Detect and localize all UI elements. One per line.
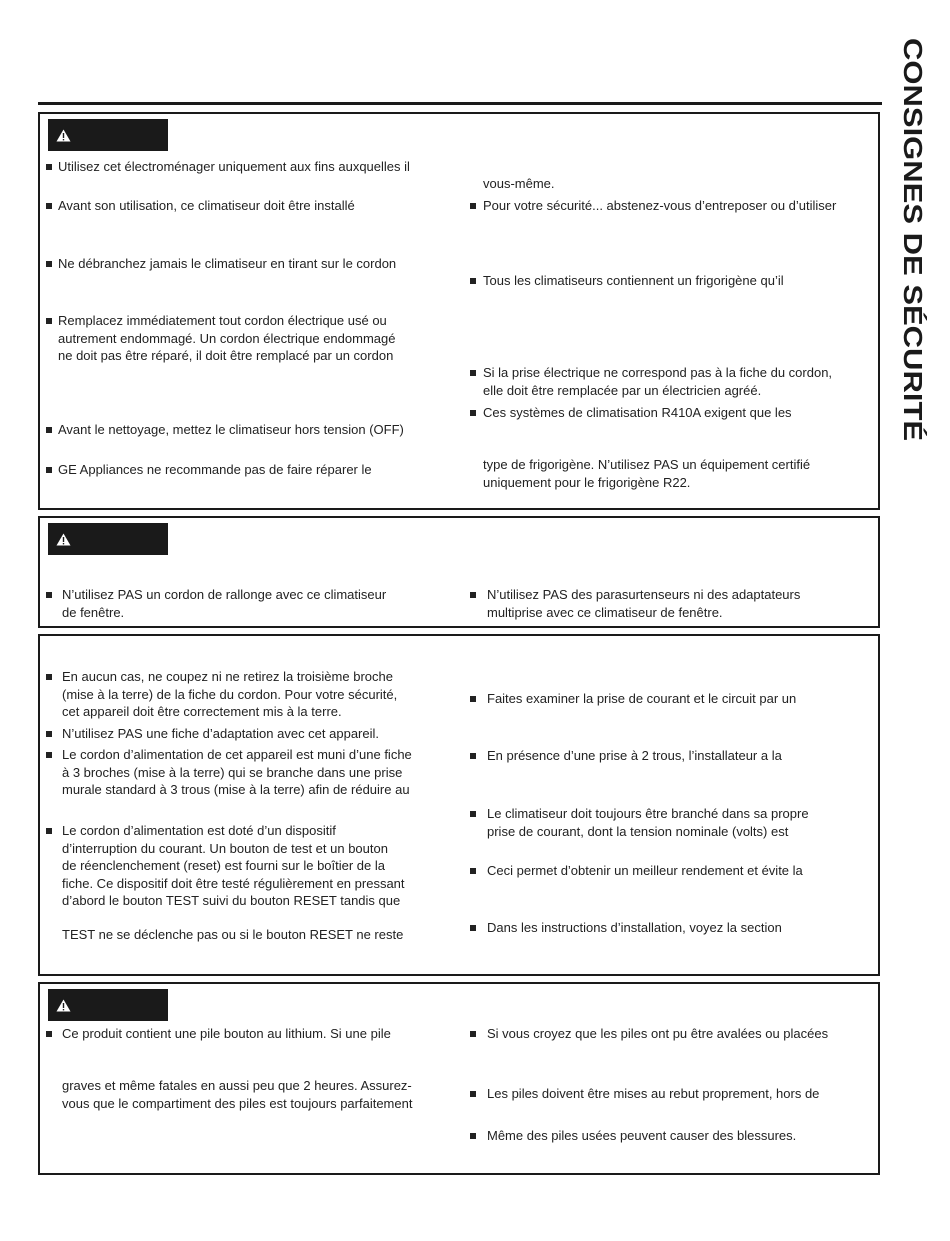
- list-item: Utilisez cet électroménager uniquement aux fins auxquelles il: [58, 159, 410, 174]
- top-rule: [38, 102, 882, 105]
- bullet-icon: [46, 203, 52, 209]
- bullet-icon: [470, 868, 476, 874]
- bullet-icon: [46, 164, 52, 170]
- continued-text: vous-même.: [483, 176, 555, 191]
- list-item-line: cet appareil doit être correctement mis à la terre.: [62, 704, 342, 719]
- list-item-line: murale standard à 3 trous (mise à la terre) afin de réduire au: [62, 782, 410, 797]
- list-item: Même des piles usées peuvent causer des blessures.: [487, 1128, 797, 1143]
- list-item: Ces systèmes de climatisation R410A exigent que les: [483, 405, 792, 420]
- bullet-icon: [46, 592, 52, 598]
- bullet-icon: [470, 203, 476, 209]
- bullet-icon: [470, 410, 476, 416]
- continued-text: uniquement pour le frigorigène R22.: [483, 474, 691, 490]
- warning-label: [48, 523, 168, 555]
- list-item-line: fiche. Ce dispositif doit être testé régulièrement en pressant: [62, 875, 405, 891]
- list-item: Remplacez immédiatement tout cordon électrique usé ou: [58, 313, 387, 328]
- bullet-icon: [46, 318, 52, 324]
- warning-box-extension-cord: [38, 516, 880, 628]
- list-item: En présence d’une prise à 2 trous, l’installateur a la: [487, 748, 782, 763]
- list-item-line: autrement endommagé. Un cordon électrique endommagé: [58, 330, 396, 346]
- list-item: Ne débranchez jamais le climatiseur en tirant sur le cordon: [58, 256, 397, 271]
- warning-box-battery: [38, 982, 880, 1175]
- bullet-icon: [470, 925, 476, 931]
- list-item-line: ne doit pas être réparé, il doit être remplacé par un cordon: [58, 348, 394, 363]
- bullet-icon: [470, 1031, 476, 1037]
- bullet-icon: [46, 467, 52, 473]
- bullet-icon: [470, 1133, 476, 1139]
- list-item: N’utilisez PAS des parasurtenseurs ni des adaptateurs: [487, 587, 801, 602]
- warning-triangle-icon: [56, 999, 71, 1012]
- list-item: GE Appliances ne recommande pas de faire réparer le: [58, 462, 372, 477]
- warning-box-general: [38, 112, 880, 510]
- list-item: N’utilisez PAS une fiche d’adaptation avec cet appareil.: [62, 726, 380, 741]
- bullet-icon: [46, 674, 52, 680]
- list-item-line: prise de courant, dont la tension nominale (volts) est: [487, 823, 789, 839]
- list-item: Faites examiner la prise de courant et le circuit par un: [487, 691, 797, 706]
- warning-label: [48, 119, 168, 151]
- list-item: Dans les instructions d’installation, voyez la section: [487, 920, 782, 935]
- list-item-line: de fenêtre.: [62, 604, 125, 620]
- list-item: En aucun cas, ne coupez ni ne retirez la troisième broche: [62, 669, 393, 684]
- list-item-line: elle doit être remplacée par un électricien agréé.: [483, 382, 762, 398]
- bullet-icon: [46, 731, 52, 737]
- bullet-icon: [46, 828, 52, 834]
- list-item-line: (mise à la terre) de la fiche du cordon. Pour votre sécurité,: [62, 686, 398, 702]
- bullet-icon: [46, 752, 52, 758]
- bullet-icon: [470, 1091, 476, 1097]
- electrical-box: [38, 634, 880, 976]
- continued-text: graves et même fatales en aussi peu que 2 heures. Assurez-: [62, 1078, 412, 1093]
- continued-text: vous que le compartiment des piles est toujours parfaitement: [62, 1095, 413, 1111]
- list-item: Avant son utilisation, ce climatiseur doit être installé: [58, 198, 355, 213]
- list-item: Si vous croyez que les piles ont pu être avalées ou placées: [487, 1026, 829, 1041]
- list-item: Les piles doivent être mises au rebut proprement, hors de: [487, 1086, 820, 1101]
- list-item: Ceci permet d’obtenir un meilleur rendement et évite la: [487, 863, 803, 878]
- list-item: N’utilisez PAS un cordon de rallonge avec ce climatiseur: [62, 587, 387, 602]
- list-item: Pour votre sécurité... abstenez-vous d’entreposer ou d’utiliser: [483, 198, 837, 213]
- list-item: Tous les climatiseurs contiennent un frigorigène qu’il: [483, 273, 784, 288]
- bullet-icon: [470, 278, 476, 284]
- list-item-line: d’abord le bouton TEST suivi du bouton RESET tandis que: [62, 893, 401, 908]
- bullet-icon: [46, 261, 52, 267]
- bullet-icon: [46, 1031, 52, 1037]
- warning-label: [48, 989, 168, 1021]
- bullet-icon: [470, 811, 476, 817]
- side-title: CONSIGNES DE SÉCURITÉ: [898, 38, 928, 442]
- bullet-icon: [470, 696, 476, 702]
- bullet-icon: [470, 592, 476, 598]
- bullet-icon: [470, 753, 476, 759]
- list-item: Si la prise électrique ne correspond pas à la fiche du cordon,: [483, 365, 833, 380]
- warning-triangle-icon: [56, 129, 71, 142]
- list-item-line: multiprise avec ce climatiseur de fenêtre.: [487, 604, 723, 620]
- bullet-icon: [470, 370, 476, 376]
- list-item-line: d’interruption du courant. Un bouton de test et un bouton: [62, 840, 388, 856]
- list-item: Le cordon d’alimentation de cet appareil est muni d’une fiche: [62, 747, 412, 762]
- list-item: Avant le nettoyage, mettez le climatiseur hors tension (OFF): [58, 422, 404, 437]
- list-item: Le climatiseur doit toujours être branché dans sa propre: [487, 806, 809, 821]
- continued-text: type de frigorigène. N’utilisez PAS un équipement certifié: [483, 457, 811, 472]
- continued-text: TEST ne se déclenche pas ou si le bouton RESET ne reste: [62, 927, 404, 942]
- list-item-line: à 3 broches (mise à la terre) qui se branche dans une prise: [62, 764, 403, 780]
- bullet-icon: [46, 427, 52, 433]
- list-item: Ce produit contient une pile bouton au lithium. Si une pile: [62, 1026, 391, 1041]
- list-item-line: de réenclenchement (reset) est fourni sur le boîtier de la: [62, 858, 386, 873]
- list-item: Le cordon d’alimentation est doté d’un dispositif: [62, 823, 336, 838]
- warning-triangle-icon: [56, 533, 71, 546]
